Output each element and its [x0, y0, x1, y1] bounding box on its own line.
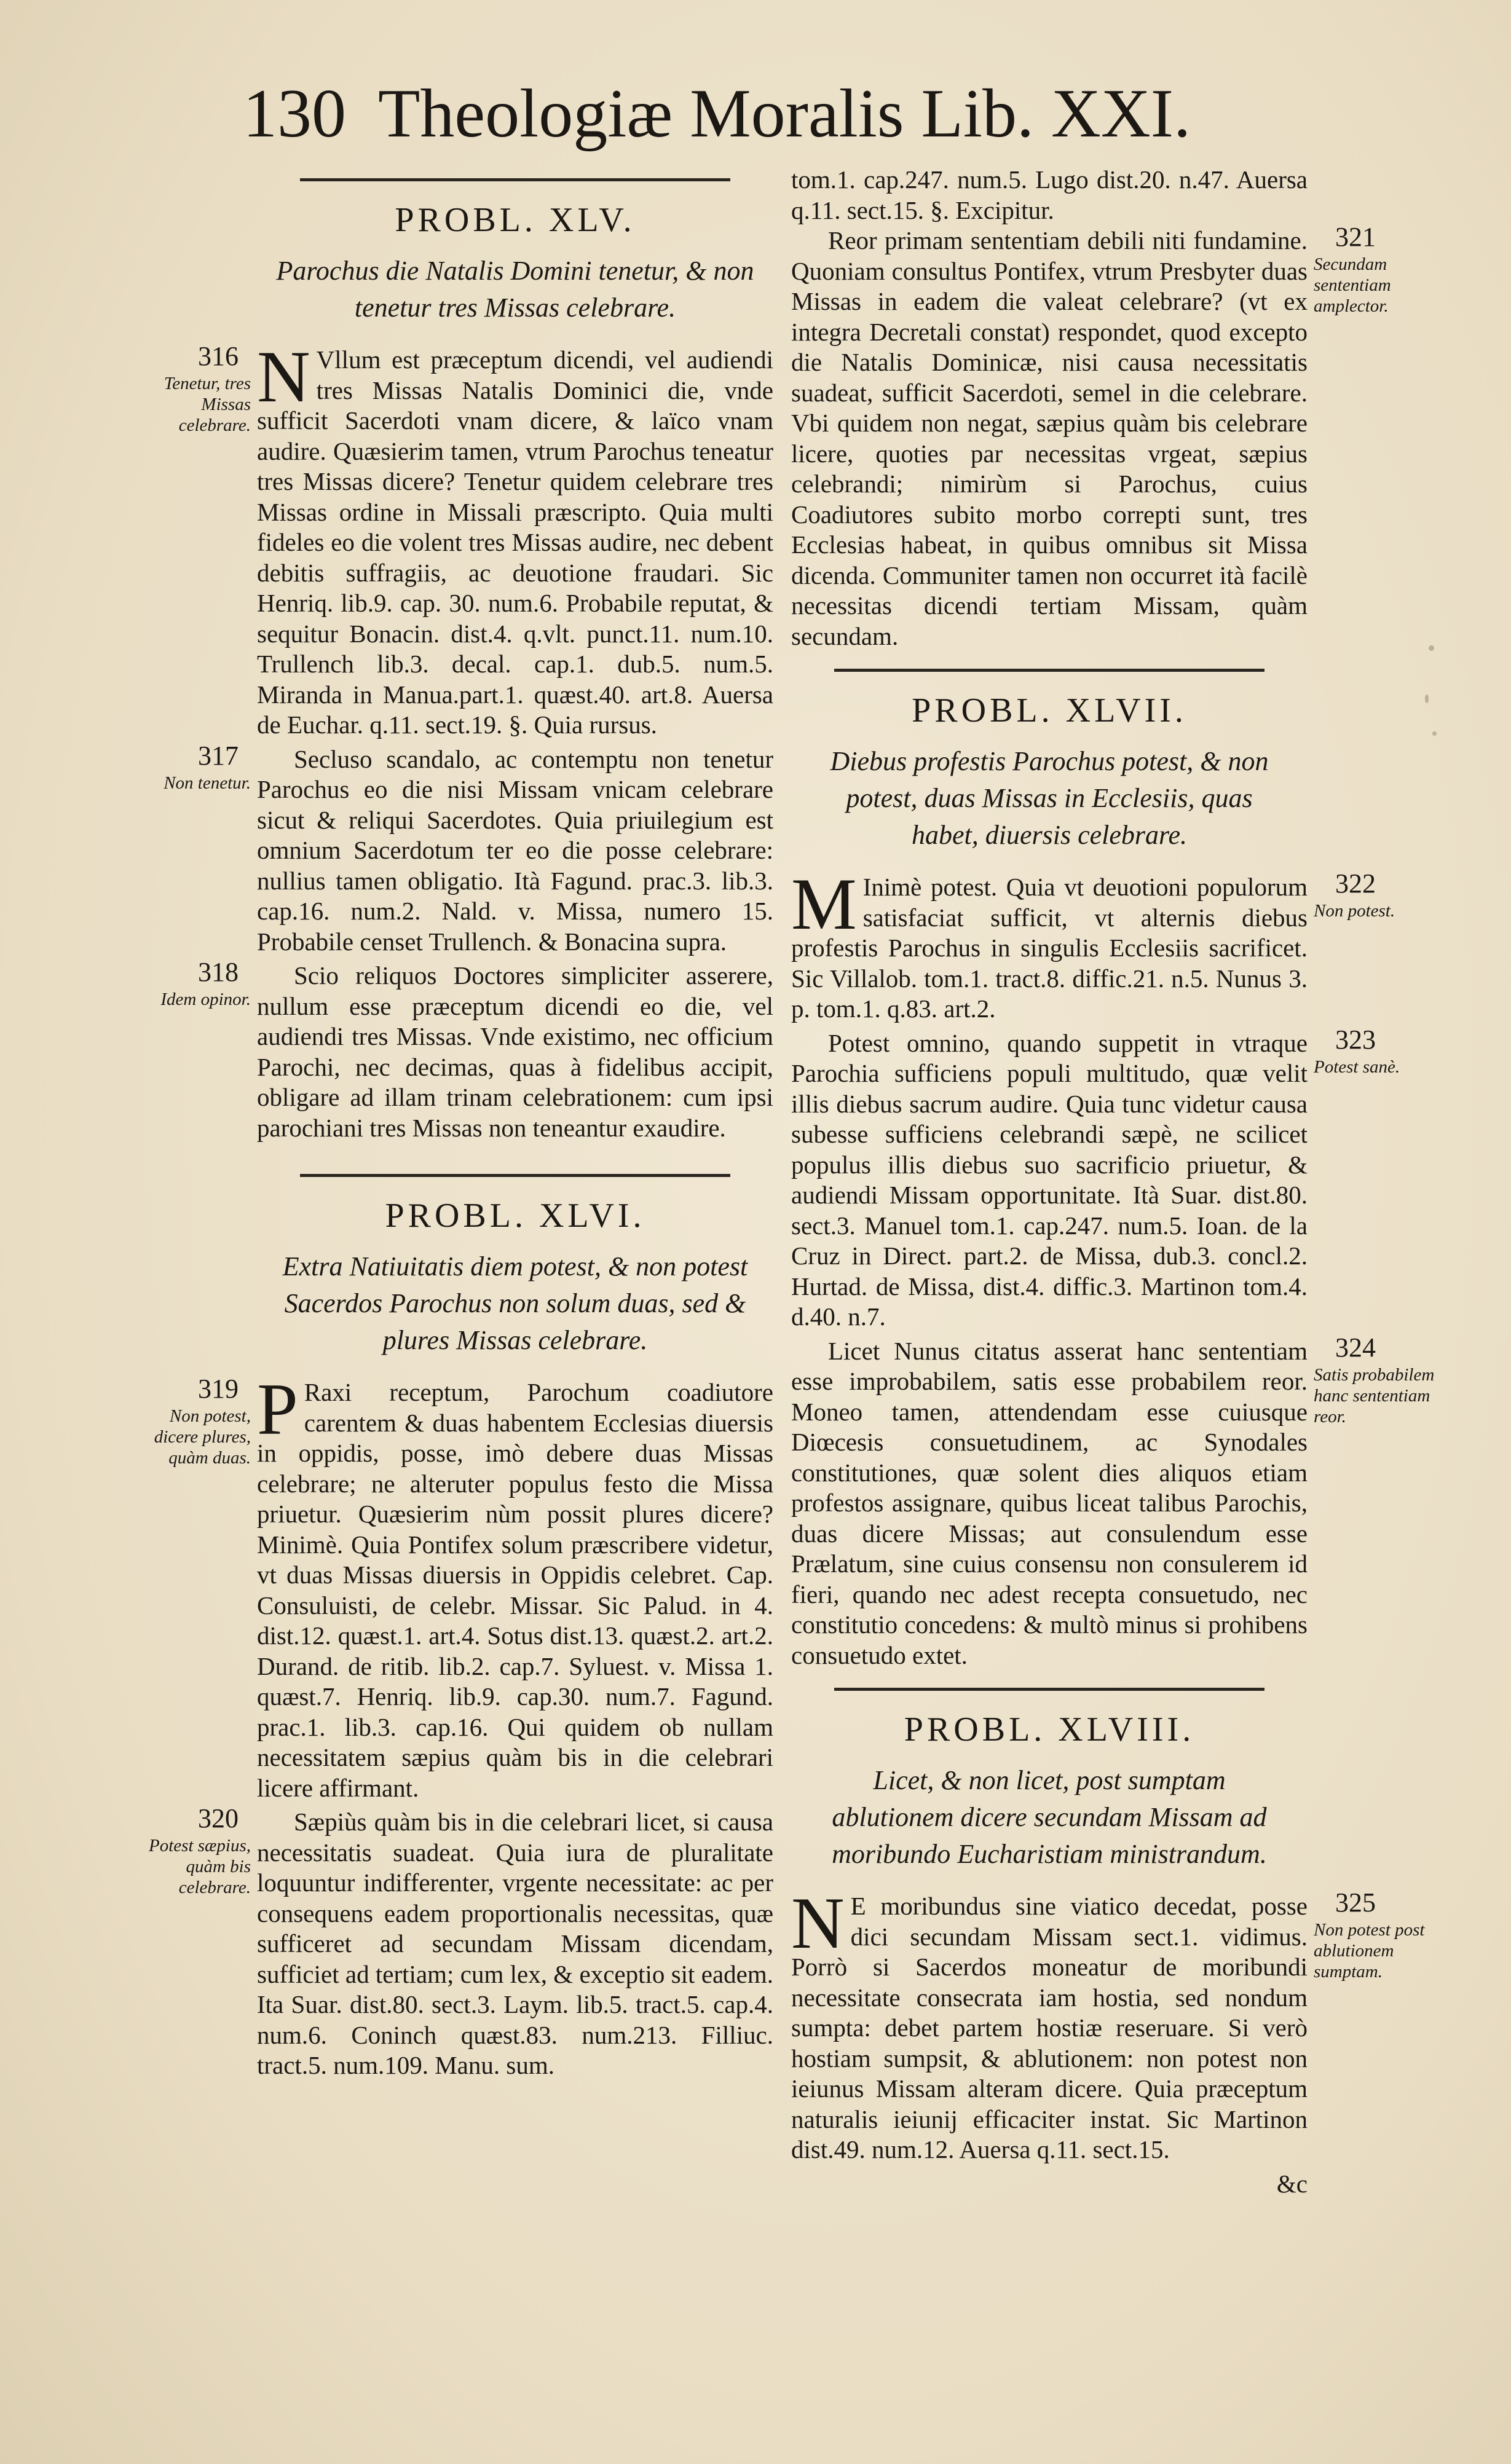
margin-note: Satis probabilem hanc sententiam reor. [1314, 1364, 1435, 1427]
paragraph-number: 323 [1335, 1024, 1376, 1055]
paragraph-318 [160, 957, 773, 1143]
margin-note: Non tenetur. [164, 773, 251, 793]
paper-speck [1432, 731, 1437, 736]
paragraph-317 [164, 740, 773, 958]
margin-note: Potest sæpius, quàm bis celebrare. [149, 1836, 251, 1897]
paragraph-text: Sæpiùs quàm bis in die celebrari licet, si causa necessitatis suadeat. Quia iura de pluralitate loquuntur indifferenter, vrgente necessitate: ac per consequens eadem proportionalis necessitas, quæ sufficeret ad secundam Missam dicendam, sufficiet ad tertiam; cum lex, & exceptio sit eadem. Ita Suar. dist.80. sect.3. Laym. lib.5. tract.5. cap.4. num.6. Coninch quæst.83. num.213. Filliuc. tract.5. num.109. Manu. sum. [257, 1808, 773, 2079]
paragraph-text: Reor primam sententiam debili niti fundamine. Quoniam consultus Pontifex, vtrum Presbyter duas Missas in eadem die valeat celebrare? (vt ex integra Decretali constat) respondet, quod excepto die Natalis Dominicæ, nisi causa necessitatis suadeat, sufficit Sacerdoti, semel in die celebrare. Vbi quidem non negat, sæpius quàm bis celebrare licere, quoties par necessitas vrgeat, sæpius celebrandi; nimirùm si Parochus, cuius Coadiutores subito morbo correpti sunt, tres Ecclesias habeat, in quibus omnibus sit Missa dicenda. Communiter tamen non occurret ità facilè necessitas dicendi tertiam Missam, quàm secundam. [791, 226, 1308, 650]
problem-heading: Extra Natiuitatis diem potest, & non potest Sacerdos Parochus non solum duas, sed & plures Missas celebrare. [282, 1251, 748, 1355]
running-title: Theologiæ Moralis Lib. XXI. [378, 76, 1191, 152]
paragraph-text: Licet Nunus citatus asserat hanc sententiam esse improbabilem, satis esse probabilem reor. Moneo tamen, attendendam esse cuiusque Diœcesis consuetudinem, ac Synodales constitutiones, quæ solent dies aliquos etiam profestos assignare, quibus liceat talibus Parochis, duas dicere Missas; aut consulendum esse Prælatum, sine cuius consensu non consulerem id fieri, quando nec adest recepta consuetudo, nec constitutio concedens: & multò minus si prohibens consuetudo extet. [791, 1336, 1308, 1669]
paragraph-text: Vllum est præceptum dicendi, vel audiendi tres Missas Natalis Dominici die, vnde sufficit Sacerdoti vnam dicere, & laïco vnam audire. Quæsierim tamen, vtrum Parochus teneatur tres Missas dicere? Tenetur quidem celebrare tres Missas ordine in Missali præscripto. Quia multi fideles eo die volent tres Missas audire, nec debent debitis suffragiis, ac deuotione fraudari. Sic Henriq. lib.9. cap. 30. num.6. Probabile reputat, & sequitur Bonacin. dist.4. q.vlt. punct.11. num.10. Trullench lib.3. decal. cap.1. dub.5. num.5. Miranda in Manua.part.1. quæst.40. art.8. Auersa de Euchar. q.11. sect.19. §. Quia rursus. [257, 345, 773, 739]
paragraph-320 [149, 1803, 773, 2081]
paragraph-316 [164, 336, 773, 741]
paragraph-number: 318 [198, 957, 239, 987]
paragraph-text: E moribundus sine viatico decedat, posse dici secundam Missam sect.1. vidimus. Porrò si Sacerdos moneatur de moribundi necessitate consecrata iam hostia, sed nondum sumpta: debet partem hostiæ reseruare. Si verò hostiam sumpsit, & ablutionem: non potest non ieiunus Missam alteram dicere. Quia præceptum naturalis ieiunij efficaciter instat. Sic Martinon dist.49. num.12. Auersa q.11. sect.15. [791, 1892, 1308, 2163]
problem-title: PROBL. XLVII. [912, 691, 1187, 730]
problem-title: PROBL. XLV. [395, 201, 636, 239]
paragraph-text: Raxi receptum, Parochum coadiutore carentem & duas habentem Ecclesias diuersis in oppidis, posse, imò debere duas Missas celebrare; ne alteruter populus festo die Missa priuetur. Quæsierim nùm possit plures dicere? Minimè. Quia Pontifex solum præscribere videtur, vt duas Missas diuersis in Oppidis celebret. Cap. Consuluisti, de celebr. Missar. Sic Palud. in 4. dist.12. quæst.1. art.4. Sotus dist.13. quæst.2. art.2. Durand. de ritib. lib.2. cap.7. Syluest. v. Missa 1. quæst.7. Henriq. lib.9. cap.30. num.7. Fagund. prac.1. lib.3. cap.16. Qui quidem ob nullam necessitatem sæpius quàm bis in die celebrari licere affirmant. [257, 1378, 773, 1802]
margin-note: Non potest post ablutionem sumptam. [1314, 1920, 1425, 1982]
paragraph-number: 321 [1335, 222, 1376, 252]
paragraph-324 [791, 1332, 1435, 1671]
paragraph-continuation: tom.1. cap.247. num.5. Lugo dist.20. n.47. Auersa q.11. sect.15. §. Excipitur. [791, 165, 1308, 224]
paragraph-text: Scio reliquos Doctores simpliciter asserere, nullum esse præceptum dicendi eo die, vel audiendi tres Missas. Vnde existimo, nec officium Parochi, nec decimas, quas à fidelibus accipit, obligare ad illam trinam celebrationem: cum ipsi parochiani tres Missas non teneantur exaudire. [257, 961, 773, 1142]
right-column [791, 165, 1435, 2199]
margin-note: Idem opinor. [160, 990, 251, 1009]
paragraph-number: 319 [198, 1374, 239, 1404]
problem-heading: Parochus die Natalis Domini tenetur, & non tenetur tres Missas celebrare. [276, 256, 754, 323]
paper-speck [1429, 645, 1434, 651]
margin-note: Non potest. [1314, 901, 1395, 921]
paragraph-number: 325 [1335, 1887, 1376, 1918]
problem-title: PROBL. XLVI. [385, 1197, 645, 1235]
section-rule [300, 1174, 730, 1177]
paragraph-321 [791, 222, 1391, 651]
paragraph-323 [791, 1024, 1400, 1332]
section-rule [834, 669, 1264, 672]
catchword: &c [1276, 2169, 1308, 2198]
section-rule [834, 1688, 1264, 1691]
paragraph-number: 322 [1335, 868, 1376, 899]
paragraph-319 [154, 1368, 773, 1803]
page-number: 130 [243, 76, 346, 152]
problem-heading: Licet, & non licet, post sumptam ablutionem dicere secundam Missam ad moribundo Eucharistiam ministrandum. [832, 1765, 1267, 1869]
paragraph-number: 316 [198, 341, 239, 371]
margin-note: Tenetur, tres Missas celebrare. [164, 374, 251, 435]
drop-cap: M [791, 863, 857, 945]
problem-heading: Diebus profestis Parochus potest, & non potest, duas Missas in Ecclesiis, quas habet, diuersis celebrare. [830, 746, 1269, 850]
left-column [149, 178, 773, 2085]
section-rule [300, 178, 730, 181]
drop-cap: N [791, 1882, 845, 1964]
paragraph-number: 317 [198, 740, 239, 771]
problem-title: PROBL. XLVIII. [904, 1710, 1195, 1749]
paragraph-number: 320 [198, 1803, 239, 1833]
drop-cap: P [257, 1368, 298, 1450]
running-header [243, 74, 1288, 154]
paragraph-text: Secluso scandalo, ac contemptu non tenetur Parochus eo die nisi Missam vnicam celebrare sicut & reliqui Sacerdotes. Quia priuilegium est omnium Sacerdotum ter eo die posse celebrare: nullius tamen obligatio. Ità Fagund. prac.3. lib.3. cap.16. num.2. Nald. v. Missa, numero 15. Probabile censet Trullench. & Bonacina supra. [257, 744, 773, 956]
paper-speck [1425, 695, 1429, 703]
margin-note: Non potest, dicere plures, quàm duas. [154, 1406, 251, 1468]
paragraph-text: Potest omnino, quando suppetit in vtraque Parochia sufficiens populi multitudo, quæ velit illis diebus sacrum audire. Quia tunc videtur causa subesse sufficiens celebrandi sæpè, ne scilicet populus illis diebus suo sacrificio priuetur, & audiendi Missam opportunitate. Ità Suar. dist.80. sect.3. Manuel tom.1. cap.247. num.5. Ioan. de la Cruz in Direct. part.2. de Missa, dub.3. concl.2. Hurtad. de Missa, dist.4. diffic.3. Martinon tom.4. d.40. n.7. [791, 1028, 1308, 1331]
margin-note: Potest sanè. [1314, 1057, 1400, 1077]
margin-note: Secundam sententiam amplector. [1314, 254, 1391, 316]
paragraph-325 [791, 1882, 1425, 2165]
drop-cap: N [257, 336, 310, 417]
paragraph-text: Inimè potest. Quia vt deuotioni populorum satisfaciat sufficit, vt alternis diebus profestis Parochus in singulis Ecclesiis sacrificet. Sic Villalob. tom.1. tract.8. diffic.21. n.5. Nunus 3. p. tom.1. q.83. art.2. [791, 873, 1308, 1023]
paragraph-322 [791, 863, 1395, 1025]
paragraph-number: 324 [1335, 1332, 1376, 1363]
